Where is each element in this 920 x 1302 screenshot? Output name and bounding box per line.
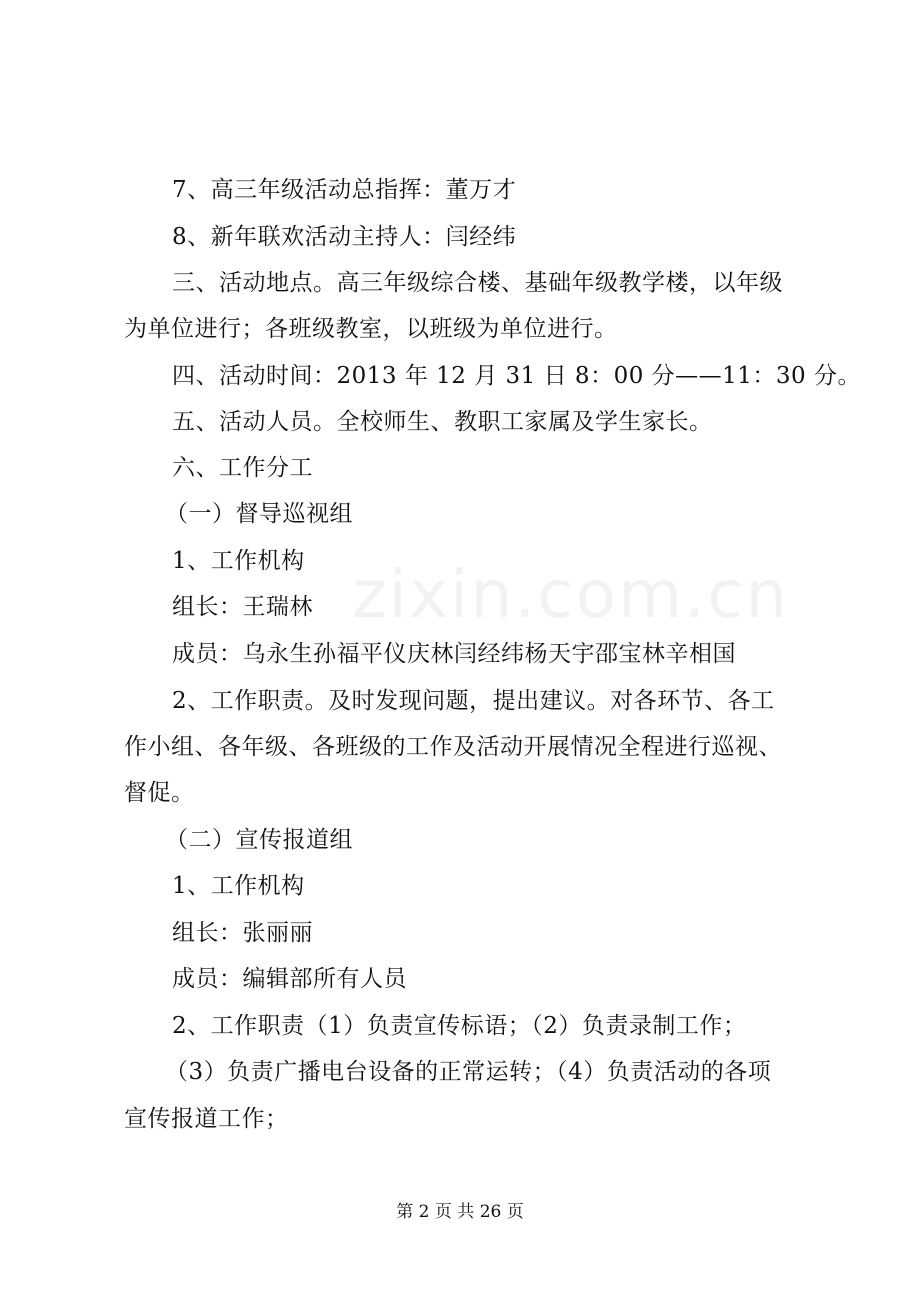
- subsection-heading-publicity: （二）宣传报道组: [165, 827, 353, 853]
- subsection-heading-supervision: （一）督导巡视组: [165, 501, 353, 527]
- text-line-21: 宣传报道工作；: [124, 1106, 289, 1132]
- text-line-20: （3）负责广播电台设备的正常运转；（4）负责活动的各项: [165, 1059, 772, 1085]
- text-line-16: 1、工作机构: [172, 873, 305, 899]
- page-footer: 第 2 页 共 26 页: [396, 1202, 524, 1222]
- text-line-1: 7、高三年级活动总指挥：董万才: [172, 177, 517, 203]
- text-line-5: 四、活动时间：2013 年 12 月 31 日 8：00 分——11：30 分。: [172, 363, 861, 389]
- text-line-2: 8、新年联欢活动主持人：闫经纬: [172, 224, 517, 250]
- text-line-18: 成员：编辑部所有人员: [172, 966, 407, 992]
- text-line-10: 组长：王瑞林: [172, 594, 313, 620]
- text-line-11: 成员：乌永生孙福平仪庆林闫经纬杨天宇邵宝林辛相国: [172, 641, 736, 667]
- text-line-17: 组长：张丽丽: [172, 920, 313, 946]
- text-line-9: 1、工作机构: [172, 548, 305, 574]
- text-line-3: 三、活动地点。高三年级综合楼、基础年级教学楼，以年级: [172, 270, 783, 296]
- text-line-12: 2、工作职责。及时发现问题，提出建议。对各环节、各工: [172, 688, 775, 714]
- text-line-19: 2、工作职责（1）负责宣传标语；（2）负责录制工作；: [172, 1013, 747, 1039]
- watermark: zixin.com.cn: [352, 556, 790, 633]
- text-line-13: 作小组、各年级、各班级的工作及活动开展情况全程进行巡视、: [124, 734, 782, 760]
- section-heading-work-division: 六、工作分工: [172, 455, 313, 481]
- text-line-4: 为单位进行；各班级教室，以班级为单位进行。: [124, 316, 618, 342]
- text-line-6: 五、活动人员。全校师生、教职工家属及学生家长。: [172, 409, 713, 435]
- text-line-14: 督促。: [124, 780, 195, 806]
